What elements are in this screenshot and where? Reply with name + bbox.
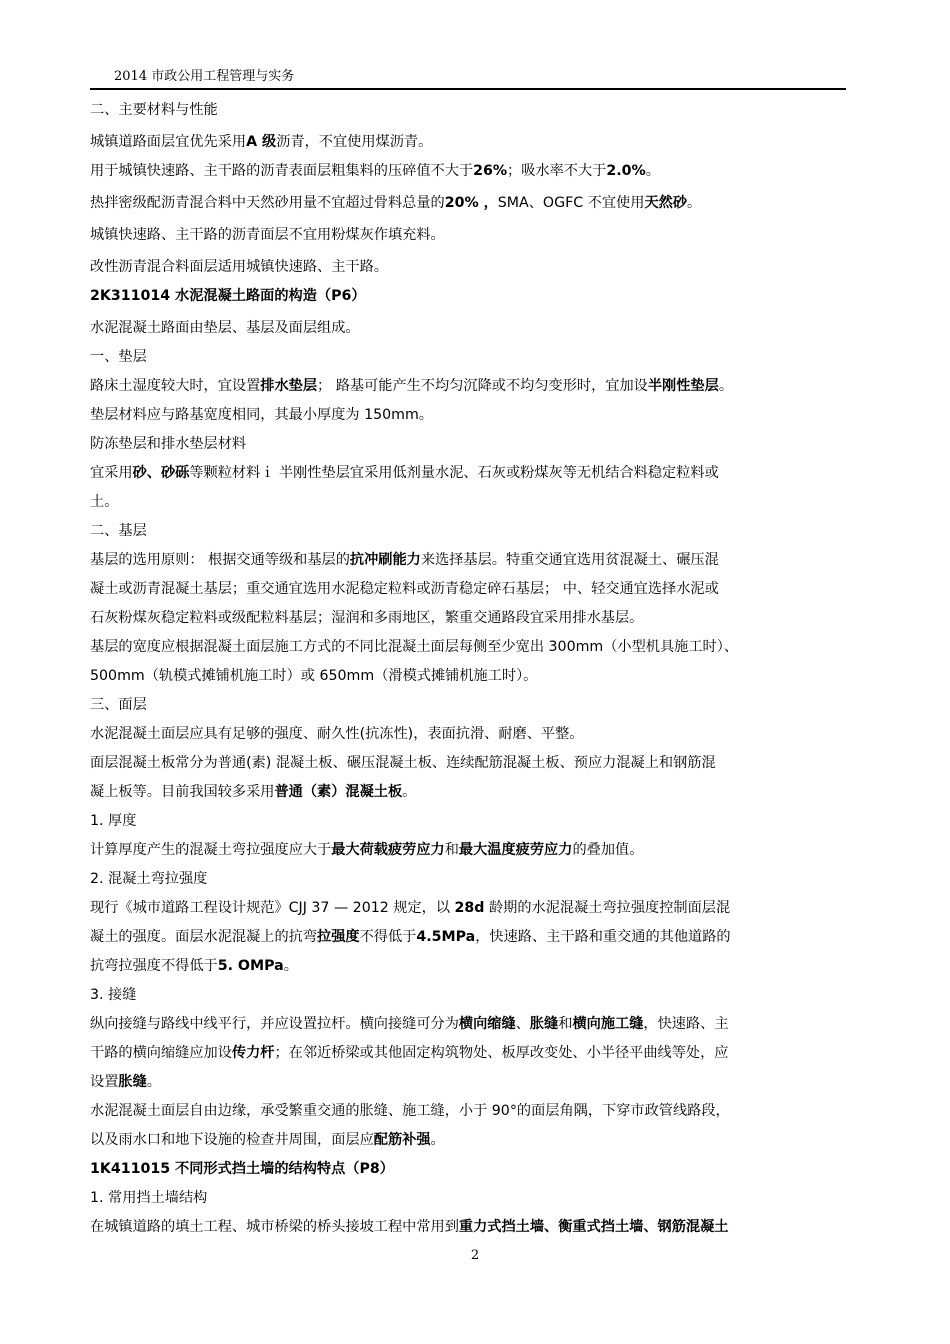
text-run: 路床土湿度较大时，宜设置 xyxy=(90,378,261,394)
text-line xyxy=(90,221,850,250)
text-run: 龄期的水泥混凝土弯拉强度控制面层混 xyxy=(484,900,731,916)
text-line xyxy=(90,575,850,604)
bold-text: 胀缝 xyxy=(529,1016,559,1032)
text-run: 现行《城市道路工程设计规范》CJJ 37 — 2012 规定，以 xyxy=(90,900,455,916)
text-run: 基层的选用原则： 根据交通等级和基层的 xyxy=(90,552,350,568)
text-run: 不得低于 xyxy=(359,929,417,945)
bold-text: 抗冲刷能力 xyxy=(349,552,421,568)
text-run: 凝土的强度。面层水泥混凝上的抗弯 xyxy=(90,929,318,945)
header-title: 2014 市政公用工程管理与实务 xyxy=(114,69,295,84)
text-line xyxy=(90,1155,850,1184)
text-line xyxy=(90,807,850,836)
text-run: 纵向接缝与路线中线平行，并应设置拉杆。横向接缝可分为 xyxy=(90,1016,459,1032)
text-run: ；在邻近桥梁或其他固定构筑物处、板厚改变处、小半径平曲线等处，应 xyxy=(274,1045,729,1061)
text-run: 水泥混凝土面层应具有足够的强度、耐久性(抗冻性)，表面抗滑、耐磨、平整。 xyxy=(90,726,584,742)
text-run: 凝土或沥青混凝土基层；重交通宜选用水泥稳定粒料或沥青稳定碎石基层； 中、轻交通宜选择水泥或 xyxy=(90,581,719,597)
text-line xyxy=(90,372,850,401)
bold-text: 横向施工缝 xyxy=(572,1016,644,1032)
text-line xyxy=(90,1126,850,1155)
text-run: 。 xyxy=(645,163,660,179)
text-run: ； 路基可能产生不均匀沉降或不均匀变形时，宜加设 xyxy=(317,378,648,394)
text-run: 和 xyxy=(558,1016,573,1032)
text-line xyxy=(90,253,850,282)
text-run: 防冻垫层和排水垫层材料 xyxy=(90,436,247,452)
bold-text: 20% ， xyxy=(444,195,498,211)
text-line xyxy=(90,517,850,546)
text-run: 1. 厚度 xyxy=(90,813,137,829)
bold-text: 天然砂 xyxy=(644,195,688,211)
text-line xyxy=(90,691,850,720)
text-run: 3. 接缝 xyxy=(90,987,137,1003)
text-run: ，快速路、主 xyxy=(643,1016,729,1032)
text-line xyxy=(90,1213,850,1242)
text-line xyxy=(90,343,850,372)
text-run: 。 xyxy=(430,1132,445,1148)
text-line xyxy=(90,1039,850,1068)
bold-text: 胀缝 xyxy=(118,1074,147,1090)
bold-text: 最大荷载疲劳应力 xyxy=(331,842,445,858)
bold-text: 2.0% xyxy=(606,163,646,179)
text-line xyxy=(90,189,850,218)
text-line xyxy=(90,604,850,633)
text-line xyxy=(90,430,850,459)
bold-text: 4.5MPa xyxy=(416,929,476,945)
text-run: 。 xyxy=(687,195,702,211)
text-line xyxy=(90,282,850,311)
bold-text: 传力杆 xyxy=(231,1045,275,1061)
text-run: 。 xyxy=(146,1074,161,1090)
text-line xyxy=(90,662,850,691)
text-run: 2. 混凝土弯拉强度 xyxy=(90,871,208,887)
text-run: 沥青，不宜使用煤沥青。 xyxy=(276,134,433,150)
text-line xyxy=(90,1068,850,1097)
text-line xyxy=(90,459,850,488)
bold-text: 26% xyxy=(473,163,508,179)
text-run: 的叠加值。 xyxy=(572,842,644,858)
text-run: ，快速路、主干路和重交通的其他道路的 xyxy=(475,929,731,945)
bold-text: 配筋补强 xyxy=(373,1132,431,1148)
bold-text: 横向缩缝 xyxy=(458,1016,516,1032)
text-run: 和 xyxy=(444,842,459,858)
text-line xyxy=(90,633,850,662)
text-run: 石灰粉煤灰稳定粒料或级配粒料基层；湿润和多雨地区，繁重交通路段宜采用排水基层。 xyxy=(90,610,644,626)
text-run: 干路的横向缩缝应加设 xyxy=(90,1045,232,1061)
text-line xyxy=(90,749,850,778)
text-run: 。 xyxy=(718,378,734,394)
text-run: 来选择基层。特重交通宜选用贫混凝土、碾压混 xyxy=(420,552,719,568)
text-line xyxy=(90,401,850,430)
text-line xyxy=(90,128,850,157)
text-line xyxy=(90,720,850,749)
text-run: 1. 常用挡土墙结构 xyxy=(90,1190,208,1206)
text-run: 、 xyxy=(515,1016,530,1032)
text-run: 热拌密级配沥青混合料中天然砂用量不宜超过骨料总量的 xyxy=(90,195,445,211)
bold-text: 排水垫层 xyxy=(260,378,318,394)
text-run: 城镇快速路、主干路的沥青面层不宜用粉煤灰作填充料。 xyxy=(90,227,445,243)
document-body xyxy=(90,96,850,1242)
text-run: 水泥混凝土路面由垫层、基层及面层组成。 xyxy=(90,320,360,336)
page-header xyxy=(90,68,846,90)
text-line xyxy=(90,981,850,1010)
text-line xyxy=(90,778,850,807)
text-run: 水泥混凝土面层自由边缘，承受繁重交通的胀缝、施工缝，小于 90°的面层角隅，下穿市政管线路段， xyxy=(90,1103,730,1119)
text-run: 宜采用 xyxy=(90,465,133,481)
text-line xyxy=(90,1184,850,1213)
text-line xyxy=(90,1097,850,1126)
text-line xyxy=(90,1010,850,1039)
text-run: 三、面层 xyxy=(90,697,147,713)
bold-text: 半刚性垫层 xyxy=(647,378,719,394)
text-run: 以及雨水口和地下设施的检查井周围，面层应 xyxy=(90,1132,374,1148)
text-run: 。 xyxy=(402,784,417,800)
text-run: 改性沥青混合料面层适用城镇快速路、主干路。 xyxy=(90,259,388,275)
text-run: SMA、OGFC 不宜使用 xyxy=(497,195,645,211)
text-line xyxy=(90,157,850,186)
bold-text: 重力式挡土墙、衡重式挡土墙、钢筋混凝土 xyxy=(458,1219,729,1235)
bold-text: 最大温度疲劳应力 xyxy=(458,842,573,858)
bold-text: 拉强度 xyxy=(317,929,360,945)
text-run: 凝上板等。目前我国较多采用 xyxy=(90,784,275,800)
text-run: 土。 xyxy=(90,494,119,510)
text-run: 二、主要材料与性能 xyxy=(90,102,218,118)
text-line xyxy=(90,952,850,981)
text-run: 二、基层 xyxy=(90,523,147,539)
text-line xyxy=(90,865,850,894)
bold-text: 砂、砂砾 xyxy=(132,465,190,481)
text-line xyxy=(90,96,850,125)
text-run: 等颗粒材料ｉ 半刚性垫层宜采用低剂量水泥、石灰或粉煤灰等无机结合料稳定粒料或 xyxy=(189,465,719,481)
text-run: 面层混凝土板常分为普通(素) 混凝土板、碾压混凝土板、连续配筋混凝土板、预应力混凝上和钢筋混 xyxy=(90,755,716,771)
bold-text: 28d xyxy=(454,900,485,916)
text-line xyxy=(90,314,850,343)
text-run: 500mm（轨模式摊铺机施工时）或 650mm（滑模式摊铺机施工时）。 xyxy=(90,668,538,684)
text-run: 城镇道路面层宜优先采用 xyxy=(90,134,247,150)
bold-text: 5. OMPa xyxy=(217,958,284,974)
text-run: 计算厚度产生的混凝土弯拉强度应大于 xyxy=(90,842,332,858)
text-run: 基层的宽度应根据混凝土面层施工方式的不同比混凝土面层每侧至少宽出 300mm（小型机具施工时）、 xyxy=(90,639,739,655)
bold-text: 1K411015 不同形式挡土墙的结构特点（P8） xyxy=(90,1161,394,1177)
text-run: 抗弯拉强度不得低于 xyxy=(90,958,218,974)
text-line xyxy=(90,546,850,575)
text-run: 在城镇道路的填土工程、城市桥梁的桥头接坡工程中常用到 xyxy=(90,1219,459,1235)
page-number: 2 xyxy=(470,1248,480,1263)
text-line xyxy=(90,894,850,923)
text-line xyxy=(90,923,850,952)
text-run: 用于城镇快速路、主干路的沥青表面层粗集料的压碎值不大于 xyxy=(90,163,474,179)
bold-text: 普通（素）混凝土板 xyxy=(274,784,403,800)
text-run: 设置 xyxy=(90,1074,119,1090)
text-run: 。 xyxy=(283,958,298,974)
text-run: ；吸水率不大于 xyxy=(507,163,607,179)
text-line xyxy=(90,836,850,865)
text-line xyxy=(90,488,850,517)
text-run: 一、垫层 xyxy=(90,349,147,365)
text-run: 垫层材料应与路基宽度相同，其最小厚度为 150mm。 xyxy=(90,407,433,423)
bold-text: 2K311014 水泥混凝土路面的构造（P6） xyxy=(90,288,366,304)
bold-text: A 级 xyxy=(246,134,277,150)
